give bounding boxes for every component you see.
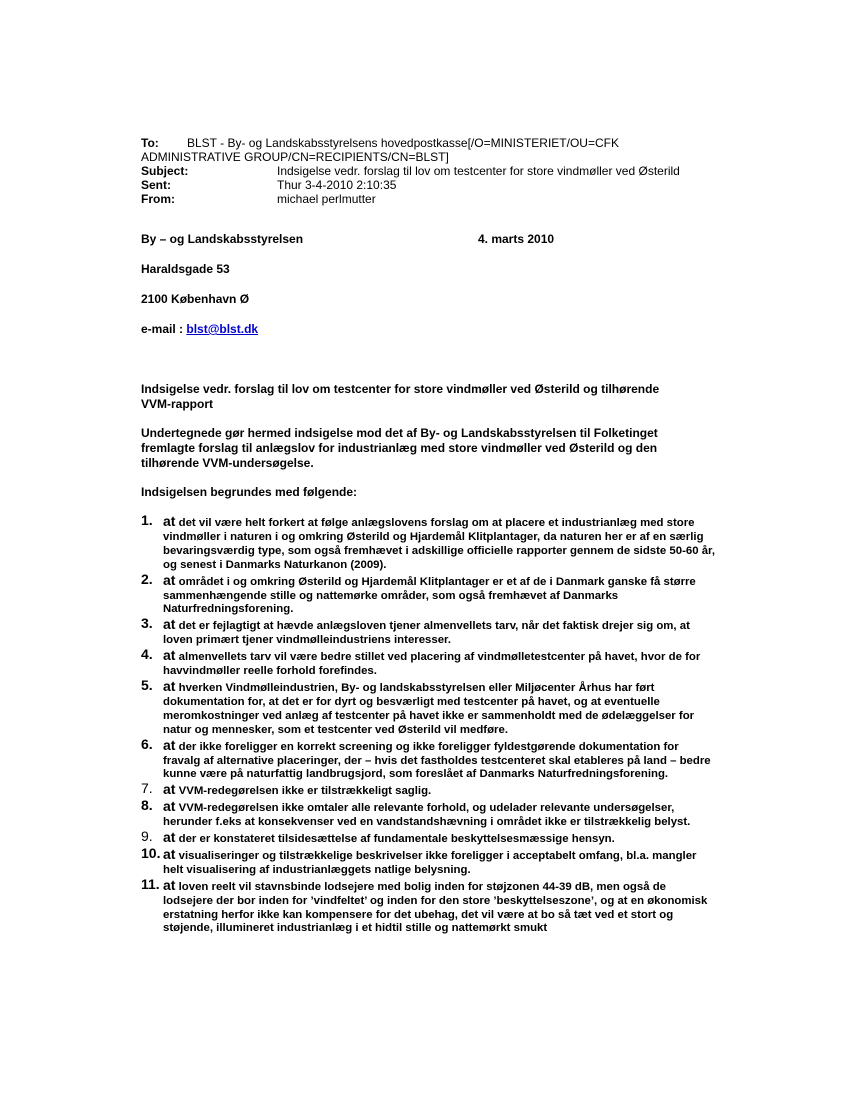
city-address: 2100 København Ø — [141, 292, 250, 306]
item-at-word: at — [163, 736, 176, 753]
subject-value: Indsigelse vedr. forslag til lov om testcenter for store vindmøller ved Østerild — [277, 164, 680, 178]
street-address: Haraldsgade 53 — [141, 262, 230, 276]
grounds-heading: Indsigelsen begrundes med følgende: — [141, 485, 358, 499]
email-link[interactable]: blst@blst.dk — [186, 322, 259, 336]
to-label: To: — [141, 136, 159, 150]
item-number: 6. — [141, 735, 153, 752]
item-number: 3. — [141, 615, 153, 632]
item-number: 9. — [141, 828, 153, 845]
list-item — [141, 676, 716, 738]
to-value-continued: ADMINISTRATIVE GROUP/CN=RECIPIENTS/CN=BLST] — [141, 150, 449, 164]
item-number: 7. — [141, 780, 153, 797]
item-at-word: at — [163, 647, 176, 664]
item-at-word: at — [163, 829, 176, 846]
list-item — [141, 512, 716, 573]
sent-label: Sent: — [141, 178, 171, 192]
recipient-name: By – og Landskabsstyrelsen — [141, 232, 304, 246]
sent-value: Thur 3-4-2010 2:10:35 — [277, 178, 397, 192]
item-number: 5. — [141, 676, 153, 693]
item-text: almenvellets tarv vil være bedre stillet ved placering af vindmølletestcenter på havet, hvor de for havvindmøller reelle forhold forefindes. — [163, 651, 701, 678]
intro-line: tilhørende VVM-undersøgelse. — [141, 456, 314, 470]
intro-line: fremlagte forslag til anlægslov for industrianlæg med store vindmøller ved Østerild og den — [141, 441, 658, 455]
item-at-word: at — [163, 876, 176, 893]
subject-label: Subject: — [141, 164, 189, 178]
item-text: området i og omkring Østerild og Hjardemål Klitplantager er et af de i Danmark ganske få større sammenhængende stille og nattemørke områder, som også fremhævet af Danmarks Naturfredningsforening. — [163, 575, 696, 616]
item-number: 1. — [141, 512, 153, 528]
to-value: BLST - By- og Landskabsstyrelsens hovedpostkasse[/O=MINISTERIET/OU=CFK — [187, 136, 619, 150]
list-item — [141, 615, 716, 648]
intro-paragraph — [141, 426, 658, 471]
item-at-word: at — [163, 798, 176, 815]
item-text: der er konstateret tilsidesættelse af fundamentale beskyttelsesmæssige hensyn. — [178, 833, 615, 846]
item-text: visualiseringer og tilstrækkelige beskrivelser ikke foreligger i acceptabelt omfang, bl.a. mangler helt visualisering af industrianlæggets natlige belysning. — [163, 849, 697, 876]
from-label: From: — [141, 192, 175, 206]
item-number: 2. — [141, 570, 153, 587]
item-at-word: at — [163, 781, 176, 798]
document-title — [141, 382, 659, 412]
email-line — [141, 322, 258, 337]
item-text: det er fejlagtigt at hævde anlægsloven tjener almenvellets tarv, når det faktisk drejer sig om, at loven primært tjener vindmølleindustriens interesser. — [163, 620, 690, 647]
item-at-word: at — [163, 616, 176, 633]
list-item — [141, 646, 716, 679]
to-row-continued — [141, 150, 731, 164]
item-text: loven reelt vil stavnsbinde lodsejere med bolig inden for støjzonen 44-39 dB, men også de lodsejere der bor inden for ’vindfeltet’ og inden for den store ’beskyttelseszone’, og at en økonomisk erstatning herfor ikke kan kompensere for det ubehag, det vil være at bo så tæt ved et stort og støjende, illumineret industrianlæg i et hidtil stille og nattemørkt smukt — [163, 880, 708, 935]
title-line: VVM-rapport — [141, 397, 213, 411]
list-item — [141, 828, 716, 847]
objection-list — [141, 512, 716, 937]
title-line: Indsigelse vedr. forslag til lov om testcenter for store vindmøller ved Østerild og tilhørende — [141, 382, 660, 396]
item-number: 11. — [141, 875, 160, 892]
item-at-word: at — [163, 571, 176, 588]
item-text: det vil være helt forkert at følge anlægslovens forslag om at placere et industrianlæg med store vindmøller i naturen i og omkring Østerild og Hjardemål Klitplantager, da naturen her er af en særlig bevaringsværdig type, som også fremhævet i adskillige officielle rapporter gennem de sidste 50-60 år, og senest i Danmarks Naturkanon (2009). — [163, 517, 716, 571]
item-at-word: at — [163, 677, 176, 694]
to-row — [141, 136, 731, 150]
item-number: 4. — [141, 646, 153, 663]
email-label: e-mail : — [141, 322, 187, 336]
sent-row — [141, 178, 731, 192]
item-at-word: at — [163, 845, 176, 862]
list-item — [141, 875, 716, 937]
item-number: 10. — [141, 844, 161, 861]
list-item — [141, 797, 716, 830]
from-value: michael perlmutter — [277, 192, 376, 206]
list-item — [141, 780, 716, 799]
item-number: 8. — [141, 797, 153, 814]
email-header — [141, 136, 731, 206]
letter-date: 4. marts 2010 — [478, 232, 555, 246]
item-at-word: at — [163, 513, 176, 529]
list-item — [141, 735, 716, 783]
list-item — [141, 844, 716, 878]
list-item — [141, 570, 716, 618]
subject-row — [141, 164, 731, 178]
item-text: der ikke foreligger en korrekt screening og ikke foreligger fyldestgørende dokumentation for fravalg af alternative placeringer, der – hvis det fastholdes testcenteret skal etableres på land – bedre kunne være på naturfattig landbrugsjord, som foreslået af Danmarks Naturfredningsforening. — [163, 740, 711, 781]
item-text: hverken Vindmølleindustrien, By- og landskabsstyrelsen eller Miljøcenter Århus har ført dokumentation for, at det er for dyrt og besværligt med testcenter på havet, og at eventuelle meromkostninger ved anlæg af testcenter på havet ikke er sammenholdt med de ødelæggelser for natur og mennesker, som et testcenter ved Østerild vil medføre. — [163, 681, 695, 736]
from-row — [141, 192, 731, 206]
intro-line: Undertegnede gør hermed indsigelse mod det af By- og Landskabsstyrelsen til Folketinget — [141, 426, 658, 440]
item-text: VVM-redegørelsen ikke er tilstrækkeligt saglig. — [178, 785, 432, 798]
item-text: VVM-redegørelsen ikke omtaler alle relevante forhold, og udelader relevante undersøgelser, herunder f.eks at konsekvenser ved en vandstandshævning i området ikke er tilstrækkelig belyst. — [163, 802, 691, 829]
